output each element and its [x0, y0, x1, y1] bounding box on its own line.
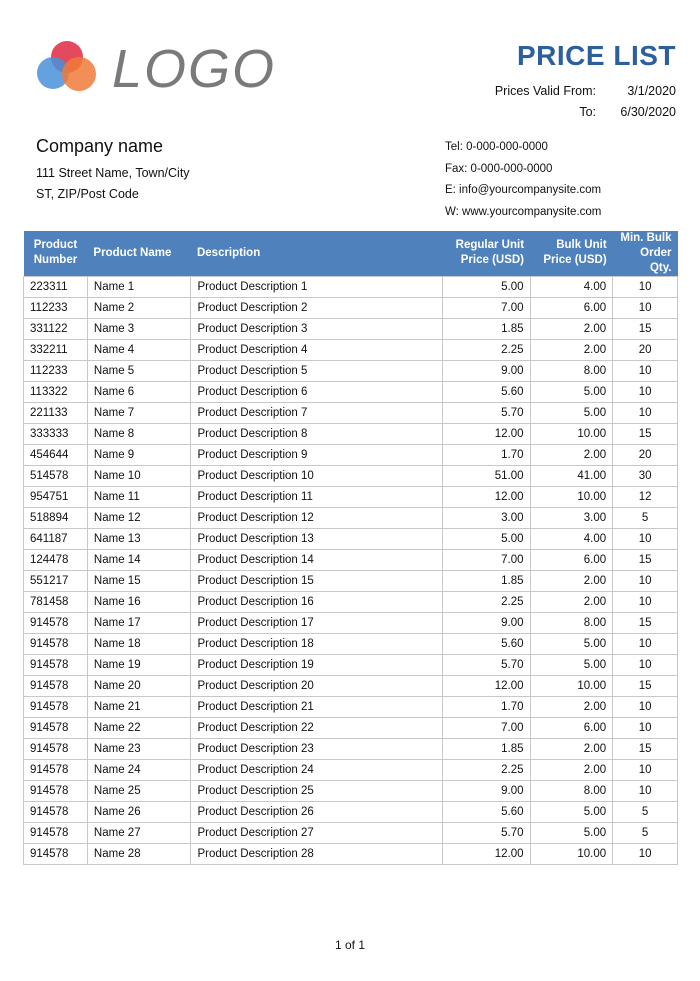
cell-description: Product Description 10: [191, 465, 442, 486]
cell-product-number: 331122: [24, 318, 88, 339]
cell-product-name: Name 18: [87, 633, 191, 654]
logo-text: LOGO: [112, 39, 277, 99]
cell-min-qty: 10: [613, 297, 678, 318]
contact-fax: Fax: 0-000-000-0000: [445, 162, 553, 175]
table-row: [24, 528, 678, 549]
cell-regular-price: 1.70: [442, 696, 530, 717]
cell-bulk-price: 2.00: [530, 444, 613, 465]
cell-description: Product Description 4: [191, 339, 442, 360]
cell-bulk-price: 2.00: [530, 591, 613, 612]
cell-regular-price: 7.00: [442, 549, 530, 570]
cell-bulk-price: 2.00: [530, 318, 613, 339]
cell-regular-price: 3.00: [442, 507, 530, 528]
cell-product-name: Name 23: [87, 738, 191, 759]
table-row: [24, 465, 678, 486]
company-block: [36, 136, 190, 205]
cell-bulk-price: 8.00: [530, 780, 613, 801]
cell-description: Product Description 25: [191, 780, 442, 801]
cell-bulk-price: 2.00: [530, 759, 613, 780]
cell-description: Product Description 16: [191, 591, 442, 612]
cell-product-number: 641187: [24, 528, 88, 549]
cell-min-qty: 5: [613, 801, 678, 822]
cell-description: Product Description 13: [191, 528, 442, 549]
table-row: [24, 486, 678, 507]
table-row: [24, 633, 678, 654]
cell-product-number: 914578: [24, 675, 88, 696]
table-row: [24, 570, 678, 591]
cell-description: Product Description 15: [191, 570, 442, 591]
cell-product-name: Name 20: [87, 675, 191, 696]
cell-bulk-price: 10.00: [530, 423, 613, 444]
cell-product-number: 914578: [24, 612, 88, 633]
cell-min-qty: 30: [613, 465, 678, 486]
header-min-qty: Min. Bulk Order Qty.: [613, 231, 678, 276]
cell-regular-price: 12.00: [442, 843, 530, 864]
table-row: [24, 843, 678, 864]
cell-product-name: Name 6: [87, 381, 191, 402]
table-row: [24, 696, 678, 717]
cell-product-name: Name 7: [87, 402, 191, 423]
cell-description: Product Description 22: [191, 717, 442, 738]
cell-description: Product Description 26: [191, 801, 442, 822]
cell-bulk-price: 2.00: [530, 738, 613, 759]
cell-bulk-price: 5.00: [530, 633, 613, 654]
cell-regular-price: 1.70: [442, 444, 530, 465]
cell-bulk-price: 6.00: [530, 549, 613, 570]
valid-from-label: Prices Valid From:: [494, 83, 596, 98]
cell-description: Product Description 11: [191, 486, 442, 507]
cell-description: Product Description 27: [191, 822, 442, 843]
table-row: [24, 822, 678, 843]
cell-product-number: 914578: [24, 801, 88, 822]
cell-bulk-price: 6.00: [530, 297, 613, 318]
cell-product-number: 223311: [24, 276, 88, 297]
cell-product-name: Name 4: [87, 339, 191, 360]
cell-regular-price: 5.70: [442, 654, 530, 675]
cell-product-number: 112233: [24, 297, 88, 318]
page-title: PRICE LIST: [516, 40, 676, 71]
table-row: [24, 549, 678, 570]
cell-product-name: Name 26: [87, 801, 191, 822]
cell-regular-price: 5.00: [442, 276, 530, 297]
table-row: [24, 759, 678, 780]
cell-product-number: 914578: [24, 759, 88, 780]
contact-tel: Tel: 0-000-000-0000: [445, 141, 548, 153]
cell-product-number: 914578: [24, 696, 88, 717]
cell-min-qty: 5: [613, 507, 678, 528]
company-address-line1: 111 Street Name, Town/City: [36, 166, 190, 180]
cell-min-qty: 15: [613, 675, 678, 696]
cell-description: Product Description 18: [191, 633, 442, 654]
cell-product-number: 914578: [24, 780, 88, 801]
cell-description: Product Description 12: [191, 507, 442, 528]
cell-min-qty: 10: [613, 843, 678, 864]
price-table: [23, 231, 678, 865]
table-row: [24, 339, 678, 360]
cell-regular-price: 1.85: [442, 318, 530, 339]
table-row: [24, 360, 678, 381]
cell-description: Product Description 21: [191, 696, 442, 717]
table-header-row: [24, 231, 678, 276]
table-row: [24, 381, 678, 402]
cell-min-qty: 10: [613, 528, 678, 549]
valid-to-label: To:: [579, 104, 596, 119]
cell-description: Product Description 19: [191, 654, 442, 675]
cell-product-name: Name 10: [87, 465, 191, 486]
cell-regular-price: 9.00: [442, 360, 530, 381]
cell-regular-price: 12.00: [442, 486, 530, 507]
cell-product-name: Name 1: [87, 276, 191, 297]
cell-min-qty: 10: [613, 360, 678, 381]
cell-min-qty: 10: [613, 570, 678, 591]
cell-product-name: Name 13: [87, 528, 191, 549]
cell-product-name: Name 25: [87, 780, 191, 801]
price-table-body: [24, 276, 678, 864]
cell-bulk-price: 3.00: [530, 507, 613, 528]
cell-bulk-price: 10.00: [530, 486, 613, 507]
cell-product-name: Name 11: [87, 486, 191, 507]
cell-min-qty: 10: [613, 654, 678, 675]
table-row: [24, 738, 678, 759]
cell-min-qty: 20: [613, 444, 678, 465]
cell-min-qty: 10: [613, 780, 678, 801]
table-row: [24, 444, 678, 465]
cell-product-name: Name 8: [87, 423, 191, 444]
cell-bulk-price: 2.00: [530, 570, 613, 591]
cell-min-qty: 5: [613, 822, 678, 843]
cell-regular-price: 7.00: [442, 297, 530, 318]
cell-description: Product Description 28: [191, 843, 442, 864]
cell-min-qty: 10: [613, 696, 678, 717]
cell-product-number: 914578: [24, 654, 88, 675]
cell-description: Product Description 7: [191, 402, 442, 423]
table-row: [24, 318, 678, 339]
cell-bulk-price: 5.00: [530, 402, 613, 423]
cell-min-qty: 15: [613, 612, 678, 633]
cell-product-name: Name 27: [87, 822, 191, 843]
contact-email: E: info@yourcompanysite.com: [445, 184, 602, 196]
company-name: Company name: [36, 136, 164, 156]
table-row: [24, 591, 678, 612]
cell-regular-price: 1.85: [442, 570, 530, 591]
cell-bulk-price: 5.00: [530, 381, 613, 402]
header-regular-price: Regular Unit Price (USD): [442, 231, 530, 276]
cell-min-qty: 20: [613, 339, 678, 360]
cell-product-name: Name 15: [87, 570, 191, 591]
table-row: [24, 612, 678, 633]
table-row: [24, 276, 678, 297]
cell-regular-price: 2.25: [442, 591, 530, 612]
cell-description: Product Description 9: [191, 444, 442, 465]
cell-product-name: Name 17: [87, 612, 191, 633]
header-product-number: Product Number: [24, 231, 88, 276]
cell-regular-price: 5.00: [442, 528, 530, 549]
validity-dates: [495, 80, 676, 122]
cell-bulk-price: 8.00: [530, 612, 613, 633]
cell-bulk-price: 6.00: [530, 717, 613, 738]
page-number: 1 of 1: [334, 938, 366, 952]
cell-description: Product Description 17: [191, 612, 442, 633]
cell-product-name: Name 14: [87, 549, 191, 570]
cell-min-qty: 10: [613, 276, 678, 297]
table-row: [24, 507, 678, 528]
table-row: [24, 801, 678, 822]
header-description: Description: [191, 231, 442, 276]
cell-regular-price: 5.60: [442, 633, 530, 654]
cell-description: Product Description 24: [191, 759, 442, 780]
cell-product-number: 113322: [24, 381, 88, 402]
table-row: [24, 423, 678, 444]
cell-bulk-price: 41.00: [530, 465, 613, 486]
cell-min-qty: 15: [613, 738, 678, 759]
cell-regular-price: 7.00: [442, 717, 530, 738]
cell-product-number: 551217: [24, 570, 88, 591]
cell-regular-price: 9.00: [442, 612, 530, 633]
cell-description: Product Description 23: [191, 738, 442, 759]
contact-block: [445, 137, 601, 223]
cell-regular-price: 12.00: [442, 423, 530, 444]
cell-product-number: 514578: [24, 465, 88, 486]
cell-regular-price: 12.00: [442, 675, 530, 696]
cell-min-qty: 10: [613, 633, 678, 654]
cell-bulk-price: 10.00: [530, 843, 613, 864]
table-row: [24, 297, 678, 318]
cell-product-name: Name 28: [87, 843, 191, 864]
cell-regular-price: 5.60: [442, 801, 530, 822]
logo-circles-icon: [34, 38, 104, 98]
cell-product-name: Name 9: [87, 444, 191, 465]
cell-product-name: Name 24: [87, 759, 191, 780]
table-row: [24, 654, 678, 675]
cell-min-qty: 10: [613, 759, 678, 780]
cell-bulk-price: 5.00: [530, 801, 613, 822]
logo: [34, 38, 294, 98]
cell-bulk-price: 2.00: [530, 696, 613, 717]
cell-product-number: 124478: [24, 549, 88, 570]
cell-min-qty: 15: [613, 423, 678, 444]
cell-regular-price: 2.25: [442, 759, 530, 780]
cell-product-name: Name 19: [87, 654, 191, 675]
company-address-line2: ST, ZIP/Post Code: [36, 187, 139, 201]
cell-regular-price: 9.00: [442, 780, 530, 801]
cell-product-name: Name 21: [87, 696, 191, 717]
cell-product-number: 454644: [24, 444, 88, 465]
cell-product-name: Name 16: [87, 591, 191, 612]
cell-description: Product Description 20: [191, 675, 442, 696]
cell-bulk-price: 2.00: [530, 339, 613, 360]
cell-description: Product Description 8: [191, 423, 442, 444]
cell-min-qty: 10: [613, 591, 678, 612]
cell-description: Product Description 6: [191, 381, 442, 402]
cell-regular-price: 5.70: [442, 822, 530, 843]
cell-regular-price: 2.25: [442, 339, 530, 360]
cell-description: Product Description 5: [191, 360, 442, 381]
cell-min-qty: 12: [613, 486, 678, 507]
cell-min-qty: 10: [613, 402, 678, 423]
cell-bulk-price: 5.00: [530, 822, 613, 843]
cell-product-number: 781458: [24, 591, 88, 612]
valid-to-date: 6/30/2020: [620, 104, 676, 119]
cell-product-number: 112233: [24, 360, 88, 381]
cell-bulk-price: 4.00: [530, 528, 613, 549]
valid-from-date: 3/1/2020: [627, 83, 676, 98]
cell-product-number: 221133: [24, 402, 88, 423]
cell-regular-price: 5.70: [442, 402, 530, 423]
header-bulk-price: Bulk Unit Price (USD): [530, 231, 613, 276]
cell-product-name: Name 12: [87, 507, 191, 528]
cell-regular-price: 5.60: [442, 381, 530, 402]
table-row: [24, 402, 678, 423]
cell-bulk-price: 10.00: [530, 675, 613, 696]
cell-description: Product Description 1: [191, 276, 442, 297]
cell-regular-price: 51.00: [442, 465, 530, 486]
cell-product-name: Name 2: [87, 297, 191, 318]
cell-regular-price: 1.85: [442, 738, 530, 759]
cell-product-number: 914578: [24, 738, 88, 759]
cell-bulk-price: 4.00: [530, 276, 613, 297]
cell-product-name: Name 3: [87, 318, 191, 339]
cell-product-number: 914578: [24, 843, 88, 864]
cell-description: Product Description 2: [191, 297, 442, 318]
cell-bulk-price: 5.00: [530, 654, 613, 675]
contact-web: W: www.yourcompanysite.com: [445, 205, 602, 218]
cell-product-name: Name 5: [87, 360, 191, 381]
cell-min-qty: 10: [613, 381, 678, 402]
cell-min-qty: 15: [613, 318, 678, 339]
cell-product-number: 333333: [24, 423, 88, 444]
cell-product-number: 518894: [24, 507, 88, 528]
table-row: [24, 780, 678, 801]
cell-description: Product Description 3: [191, 318, 442, 339]
cell-min-qty: 10: [613, 717, 678, 738]
cell-product-number: 954751: [24, 486, 88, 507]
table-row: [24, 717, 678, 738]
cell-description: Product Description 14: [191, 549, 442, 570]
cell-product-number: 914578: [24, 717, 88, 738]
cell-bulk-price: 8.00: [530, 360, 613, 381]
cell-product-name: Name 22: [87, 717, 191, 738]
header-product-name: Product Name: [87, 231, 191, 276]
cell-product-number: 914578: [24, 822, 88, 843]
table-row: [24, 675, 678, 696]
cell-product-number: 914578: [24, 633, 88, 654]
cell-min-qty: 15: [613, 549, 678, 570]
cell-product-number: 332211: [24, 339, 88, 360]
